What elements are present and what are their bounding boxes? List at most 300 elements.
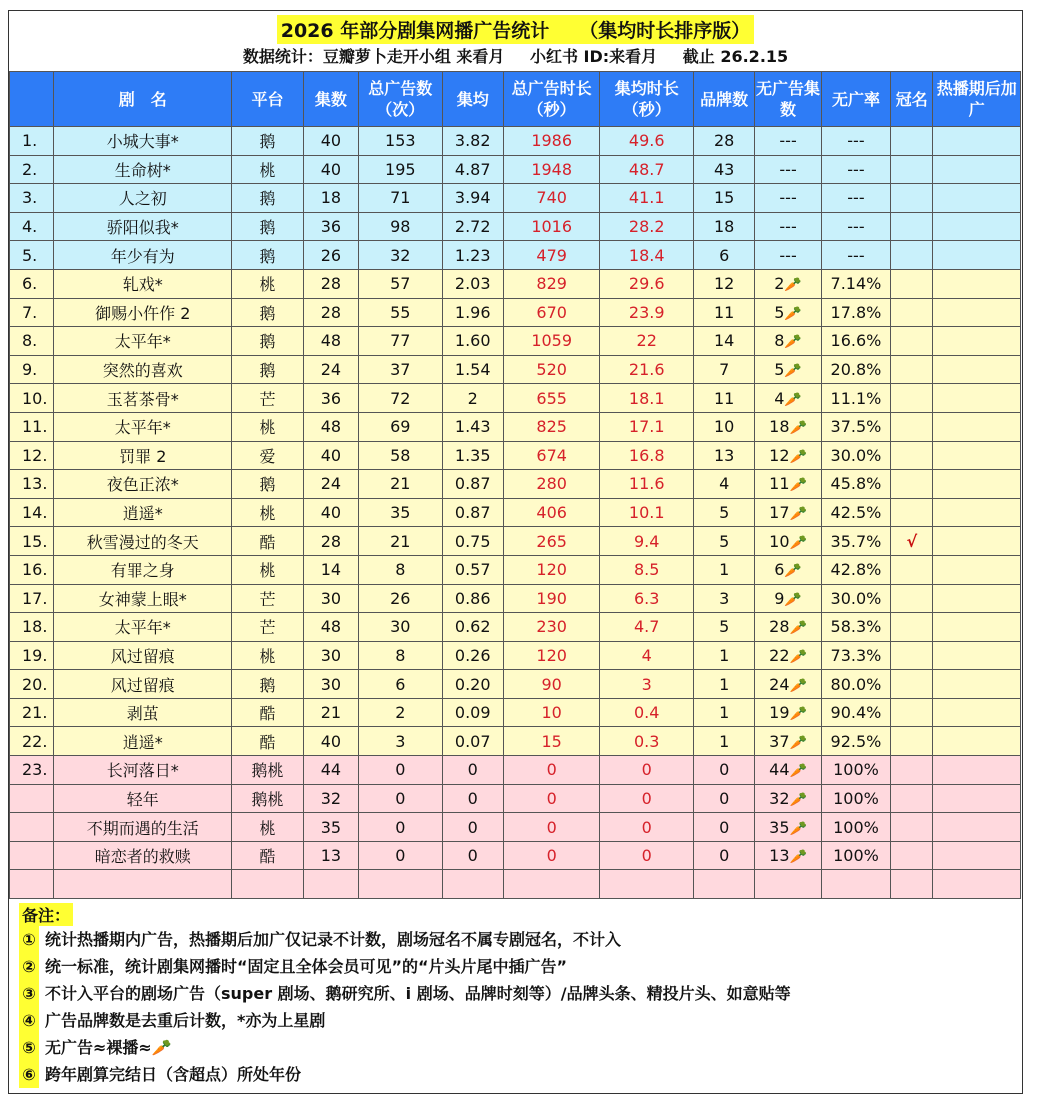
- total-duration-cell: 479: [503, 241, 600, 270]
- no-ad-episodes-cell: [755, 613, 821, 642]
- post-ads-cell: [933, 184, 1021, 213]
- title-sponsor-cell: [891, 298, 933, 327]
- avg-ads-cell: [442, 870, 503, 899]
- row-index-cell: [10, 841, 54, 870]
- total-duration-cell: 740: [503, 184, 600, 213]
- row-index-cell: 22.: [10, 727, 54, 756]
- episodes-cell: 28: [303, 298, 358, 327]
- post-ads-cell: [933, 327, 1021, 356]
- no-ad-episodes-cell: ---: [755, 184, 821, 213]
- avg-ads-cell: 4.87: [442, 155, 503, 184]
- no-ad-episodes-cell: [755, 841, 821, 870]
- title-main: 2026 年部分剧集网播广告统计: [280, 20, 550, 42]
- avg-ads-cell: 3.94: [442, 184, 503, 213]
- sheet-title: [277, 15, 755, 44]
- total-ads-cell: 3: [359, 727, 442, 756]
- carrot-icon: 🥕: [784, 591, 802, 608]
- table-row: [10, 727, 1021, 756]
- title-bar: [9, 11, 1022, 45]
- total-ads-cell: 57: [359, 269, 442, 298]
- brand-count-cell: 7: [694, 355, 755, 384]
- carrot-icon: 🥕: [789, 849, 807, 866]
- table-row: [10, 327, 1021, 356]
- col-post-ads-header: 热播期后加广: [933, 72, 1021, 127]
- avg-ads-cell: 2.03: [442, 269, 503, 298]
- carrot-icon: 🥕: [789, 706, 807, 723]
- platform-cell: 芒: [232, 384, 303, 413]
- note-number: ④: [19, 1007, 39, 1034]
- episodes-cell: 40: [303, 127, 358, 156]
- brand-count-cell: 11: [694, 298, 755, 327]
- no-ad-episodes-cell: [755, 269, 821, 298]
- no-ad-count: 22: [769, 645, 790, 665]
- col-platform-header: 平台: [232, 72, 303, 127]
- avg-ads-cell: 1.54: [442, 355, 503, 384]
- platform-cell: 鹅: [232, 298, 303, 327]
- avg-ads-cell: 2.72: [442, 212, 503, 241]
- no-ad-episodes-cell: [755, 527, 821, 556]
- notes-title: 备注：: [19, 903, 73, 926]
- total-duration-cell: 120: [503, 641, 600, 670]
- brand-count-cell: 5: [694, 498, 755, 527]
- no-ad-count: 6: [774, 560, 785, 580]
- avg-duration-cell: 21.6: [600, 355, 694, 384]
- total-ads-cell: [359, 870, 442, 899]
- platform-cell: 桃: [232, 269, 303, 298]
- drama-name-cell: 太平年*: [54, 613, 232, 642]
- note-number: ②: [19, 953, 39, 980]
- brand-count-cell: 14: [694, 327, 755, 356]
- brand-count-cell: 1: [694, 727, 755, 756]
- total-ads-cell: 6: [359, 670, 442, 699]
- episodes-cell: [303, 870, 358, 899]
- col-episodes-header: 集数: [303, 72, 358, 127]
- row-index-cell: 23.: [10, 756, 54, 785]
- carrot-icon: 🥕: [789, 763, 807, 780]
- total-duration-cell: 655: [503, 384, 600, 413]
- no-ad-episodes-cell: ---: [755, 212, 821, 241]
- total-duration-cell: 90: [503, 670, 600, 699]
- note-item: [19, 1034, 1021, 1061]
- ad-stats-table: [9, 71, 1021, 899]
- avg-duration-cell: 16.8: [600, 441, 694, 470]
- avg-ads-cell: 0.86: [442, 584, 503, 613]
- post-ads-cell: [933, 870, 1021, 899]
- brand-count-cell: 1: [694, 555, 755, 584]
- row-index-cell: 13.: [10, 470, 54, 499]
- drama-name-cell: 女神蒙上眼*: [54, 584, 232, 613]
- row-index-cell: 10.: [10, 384, 54, 413]
- drama-name-cell: 剥茧: [54, 698, 232, 727]
- no-ad-episodes-cell: [755, 698, 821, 727]
- post-ads-cell: [933, 584, 1021, 613]
- row-index-cell: 18.: [10, 613, 54, 642]
- no-ad-rate-cell: 42.8%: [821, 555, 890, 584]
- title-sponsor-cell: [891, 355, 933, 384]
- avg-duration-cell: 0: [600, 784, 694, 813]
- post-ads-cell: [933, 641, 1021, 670]
- no-ad-rate-cell: 92.5%: [821, 727, 890, 756]
- note-item: [19, 1061, 1021, 1088]
- col-brands-header: 品牌数: [694, 72, 755, 127]
- title-sponsor-cell: [891, 613, 933, 642]
- avg-duration-cell: 0.3: [600, 727, 694, 756]
- row-index-cell: 17.: [10, 584, 54, 613]
- notes-list: [19, 926, 1021, 1088]
- no-ad-rate-cell: 58.3%: [821, 613, 890, 642]
- avg-duration-cell: 18.1: [600, 384, 694, 413]
- avg-ads-cell: 1.35: [442, 441, 503, 470]
- col-index-header: [10, 72, 54, 127]
- carrot-icon: 🥕: [784, 334, 802, 351]
- avg-duration-cell: 8.5: [600, 555, 694, 584]
- total-ads-cell: 0: [359, 784, 442, 813]
- no-ad-rate-cell: ---: [821, 184, 890, 213]
- platform-cell: 鹅: [232, 327, 303, 356]
- total-duration-cell: 406: [503, 498, 600, 527]
- total-ads-cell: 77: [359, 327, 442, 356]
- no-ad-rate-cell: 73.3%: [821, 641, 890, 670]
- post-ads-cell: [933, 470, 1021, 499]
- drama-name-cell: 夜色正浓*: [54, 470, 232, 499]
- avg-duration-cell: 28.2: [600, 212, 694, 241]
- avg-ads-cell: 0.62: [442, 613, 503, 642]
- col-title-sponsor-header: 冠名: [891, 72, 933, 127]
- carrot-icon: 🥕: [789, 620, 807, 637]
- platform-cell: 桃: [232, 555, 303, 584]
- no-ad-count: 11: [769, 474, 790, 494]
- no-ad-episodes-cell: [755, 355, 821, 384]
- total-duration-cell: 230: [503, 613, 600, 642]
- col-no-ad-rate-header: 无广率: [821, 72, 890, 127]
- col-no-ad-episodes-header: 无广告集数: [755, 72, 821, 127]
- title-sponsor-cell: [891, 441, 933, 470]
- note-item: [19, 953, 1021, 980]
- no-ad-rate-cell: 42.5%: [821, 498, 890, 527]
- title-sponsor-cell: [891, 698, 933, 727]
- drama-name-cell: 轧戏*: [54, 269, 232, 298]
- episodes-cell: 40: [303, 155, 358, 184]
- table-row: [10, 670, 1021, 699]
- no-ad-rate-cell: 35.7%: [821, 527, 890, 556]
- row-index-cell: 9.: [10, 355, 54, 384]
- note-number: ③: [19, 980, 39, 1007]
- platform-cell: 芒: [232, 584, 303, 613]
- no-ad-episodes-cell: [755, 441, 821, 470]
- total-duration-cell: 280: [503, 470, 600, 499]
- avg-ads-cell: 0.09: [442, 698, 503, 727]
- no-ad-rate-cell: ---: [821, 155, 890, 184]
- avg-duration-cell: 17.1: [600, 412, 694, 441]
- drama-name-cell: [54, 870, 232, 899]
- total-duration-cell: 1059: [503, 327, 600, 356]
- avg-ads-cell: 0: [442, 784, 503, 813]
- total-duration-cell: 15: [503, 727, 600, 756]
- episodes-cell: 13: [303, 841, 358, 870]
- row-index-cell: 19.: [10, 641, 54, 670]
- row-index-cell: 5.: [10, 241, 54, 270]
- drama-name-cell: 逍遥*: [54, 498, 232, 527]
- carrot-icon: 🥕: [789, 648, 807, 665]
- carrot-icon: 🥕: [784, 305, 802, 322]
- note-item: [19, 1007, 1021, 1034]
- post-ads-cell: [933, 670, 1021, 699]
- carrot-icon: 🥕: [784, 563, 802, 580]
- brand-count-cell: 1: [694, 670, 755, 699]
- title-sponsor-cell: [891, 184, 933, 213]
- carrot-icon: 🥕: [784, 391, 802, 408]
- platform-cell: 酷: [232, 841, 303, 870]
- row-index-cell: 1.: [10, 127, 54, 156]
- platform-cell: 鹅: [232, 241, 303, 270]
- row-index-cell: 3.: [10, 184, 54, 213]
- brand-count-cell: 3: [694, 584, 755, 613]
- episodes-cell: 32: [303, 784, 358, 813]
- no-ad-episodes-cell: [755, 727, 821, 756]
- post-ads-cell: [933, 355, 1021, 384]
- title-sponsor-cell: [891, 727, 933, 756]
- table-row: [10, 784, 1021, 813]
- table-row: [10, 155, 1021, 184]
- no-ad-episodes-cell: [755, 784, 821, 813]
- brand-count-cell: 0: [694, 756, 755, 785]
- episodes-cell: 48: [303, 327, 358, 356]
- episodes-cell: 14: [303, 555, 358, 584]
- carrot-icon: 🥕: [784, 363, 802, 380]
- episodes-cell: 21: [303, 698, 358, 727]
- row-index-cell: 21.: [10, 698, 54, 727]
- row-index-cell: 8.: [10, 327, 54, 356]
- total-ads-cell: 55: [359, 298, 442, 327]
- drama-name-cell: 不期而遇的生活: [54, 813, 232, 842]
- avg-duration-cell: 0: [600, 756, 694, 785]
- avg-ads-cell: 1.96: [442, 298, 503, 327]
- avg-ads-cell: 1.23: [442, 241, 503, 270]
- col-total-ads-header: 总广告数（次）: [359, 72, 442, 127]
- post-ads-cell: [933, 127, 1021, 156]
- total-duration-cell: 120: [503, 555, 600, 584]
- platform-cell: 酷: [232, 527, 303, 556]
- total-ads-cell: 8: [359, 641, 442, 670]
- no-ad-episodes-cell: [755, 384, 821, 413]
- total-ads-cell: 69: [359, 412, 442, 441]
- table-row: [10, 527, 1021, 556]
- no-ad-count: 44: [769, 760, 790, 780]
- platform-cell: 鹅: [232, 212, 303, 241]
- table-row: [10, 441, 1021, 470]
- episodes-cell: 24: [303, 355, 358, 384]
- avg-duration-cell: 49.6: [600, 127, 694, 156]
- post-ads-cell: [933, 727, 1021, 756]
- table-row: [10, 641, 1021, 670]
- brand-count-cell: 4: [694, 470, 755, 499]
- episodes-cell: 36: [303, 384, 358, 413]
- episodes-cell: 30: [303, 584, 358, 613]
- no-ad-rate-cell: 45.8%: [821, 470, 890, 499]
- episodes-cell: 40: [303, 441, 358, 470]
- title-sponsor-cell: [891, 327, 933, 356]
- no-ad-episodes-cell: [755, 298, 821, 327]
- row-index-cell: 2.: [10, 155, 54, 184]
- total-ads-cell: 0: [359, 756, 442, 785]
- table-row: [10, 584, 1021, 613]
- no-ad-episodes-cell: ---: [755, 155, 821, 184]
- avg-duration-cell: 4: [600, 641, 694, 670]
- avg-duration-cell: 9.4: [600, 527, 694, 556]
- total-ads-cell: 26: [359, 584, 442, 613]
- table-row: [10, 841, 1021, 870]
- no-ad-rate-cell: 100%: [821, 784, 890, 813]
- title-sponsor-cell: [891, 756, 933, 785]
- episodes-cell: 26: [303, 241, 358, 270]
- table-row: [10, 184, 1021, 213]
- no-ad-episodes-cell: [755, 470, 821, 499]
- avg-ads-cell: 1.60: [442, 327, 503, 356]
- brand-count-cell: 13: [694, 441, 755, 470]
- note-number: ①: [19, 926, 39, 953]
- carrot-icon: 🥕: [789, 791, 807, 808]
- platform-cell: 桃: [232, 155, 303, 184]
- platform-cell: [232, 870, 303, 899]
- avg-ads-cell: 0.26: [442, 641, 503, 670]
- avg-duration-cell: 23.9: [600, 298, 694, 327]
- total-duration-cell: 0: [503, 841, 600, 870]
- no-ad-episodes-cell: [755, 756, 821, 785]
- avg-ads-cell: 0.57: [442, 555, 503, 584]
- avg-ads-cell: 0: [442, 813, 503, 842]
- post-ads-cell: [933, 384, 1021, 413]
- total-ads-cell: 98: [359, 212, 442, 241]
- row-index-cell: 7.: [10, 298, 54, 327]
- carrot-icon: 🥕: [789, 477, 807, 494]
- drama-name-cell: 生命树*: [54, 155, 232, 184]
- no-ad-count: 5: [774, 360, 785, 380]
- no-ad-rate-cell: ---: [821, 127, 890, 156]
- no-ad-episodes-cell: [755, 813, 821, 842]
- total-ads-cell: 37: [359, 355, 442, 384]
- carrot-icon: 🥕: [789, 534, 807, 551]
- no-ad-rate-cell: [821, 870, 890, 899]
- no-ad-rate-cell: 30.0%: [821, 584, 890, 613]
- title-sponsor-cell: √: [891, 527, 933, 556]
- avg-ads-cell: 0.87: [442, 470, 503, 499]
- no-ad-count: 37: [769, 731, 790, 751]
- note-text: 无广告≈裸播≈🥕: [45, 1038, 172, 1057]
- row-index-cell: [10, 784, 54, 813]
- no-ad-episodes-cell: [755, 412, 821, 441]
- table-row: [10, 269, 1021, 298]
- avg-duration-cell: 18.4: [600, 241, 694, 270]
- total-duration-cell: 0: [503, 756, 600, 785]
- drama-name-cell: 秋雪漫过的冬天: [54, 527, 232, 556]
- post-ads-cell: [933, 813, 1021, 842]
- avg-ads-cell: 3.82: [442, 127, 503, 156]
- total-duration-cell: 1016: [503, 212, 600, 241]
- no-ad-count: 9: [774, 588, 785, 608]
- title-sponsor-cell: [891, 641, 933, 670]
- brand-count-cell: 1: [694, 698, 755, 727]
- row-index-cell: 15.: [10, 527, 54, 556]
- no-ad-episodes-cell: [755, 498, 821, 527]
- carrot-icon: 🥕: [789, 820, 807, 837]
- no-ad-rate-cell: 11.1%: [821, 384, 890, 413]
- episodes-cell: 28: [303, 527, 358, 556]
- avg-ads-cell: 0: [442, 756, 503, 785]
- episodes-cell: 35: [303, 813, 358, 842]
- no-ad-count: 5: [774, 302, 785, 322]
- no-ad-rate-cell: 100%: [821, 756, 890, 785]
- platform-cell: 鹅: [232, 670, 303, 699]
- note-text: 不计入平台的剧场广告（super 剧场、鹅研究所、i 剧场、品牌时刻等）/品牌头条、精投片头、如意贴等: [45, 984, 791, 1003]
- no-ad-rate-cell: ---: [821, 212, 890, 241]
- carrot-icon: 🥕: [789, 677, 807, 694]
- total-duration-cell: 0: [503, 784, 600, 813]
- total-duration-cell: 265: [503, 527, 600, 556]
- brand-count-cell: 6: [694, 241, 755, 270]
- carrot-icon: 🥕: [789, 734, 807, 751]
- platform-cell: 鹅: [232, 470, 303, 499]
- title-sponsor-cell: [891, 127, 933, 156]
- total-ads-cell: 32: [359, 241, 442, 270]
- title-tag: （集均时长排序版）: [579, 20, 751, 42]
- no-ad-count: 13: [769, 846, 790, 866]
- row-index-cell: 4.: [10, 212, 54, 241]
- post-ads-cell: [933, 527, 1021, 556]
- drama-name-cell: 御赐小仵作 2: [54, 298, 232, 327]
- no-ad-count: 10: [769, 531, 790, 551]
- note-number: ⑤: [19, 1034, 39, 1061]
- col-name-header: 剧 名: [54, 72, 232, 127]
- no-ad-count: 4: [774, 388, 785, 408]
- avg-ads-cell: 2: [442, 384, 503, 413]
- episodes-cell: 24: [303, 470, 358, 499]
- platform-cell: 桃: [232, 412, 303, 441]
- no-ad-count: 8: [774, 331, 785, 351]
- drama-name-cell: 人之初: [54, 184, 232, 213]
- post-ads-cell: [933, 841, 1021, 870]
- episodes-cell: 40: [303, 498, 358, 527]
- episodes-cell: 30: [303, 641, 358, 670]
- col-total-duration-header: 总广告时长（秒）: [503, 72, 600, 127]
- title-sponsor-cell: [891, 470, 933, 499]
- avg-duration-cell: 48.7: [600, 155, 694, 184]
- no-ad-rate-cell: 80.0%: [821, 670, 890, 699]
- post-ads-cell: [933, 241, 1021, 270]
- platform-cell: 桃: [232, 498, 303, 527]
- no-ad-episodes-cell: [755, 327, 821, 356]
- note-text: 统一标准，统计剧集网播时“固定且全体会员可见”的“片头片尾中插广告”: [45, 957, 568, 976]
- total-ads-cell: 8: [359, 555, 442, 584]
- drama-name-cell: 风过留痕: [54, 641, 232, 670]
- carrot-icon: 🥕: [789, 506, 807, 523]
- total-ads-cell: 30: [359, 613, 442, 642]
- drama-name-cell: 太平年*: [54, 412, 232, 441]
- total-ads-cell: 195: [359, 155, 442, 184]
- subtitle-xhs-id: 小红书 ID:来看月: [529, 47, 658, 66]
- table-row: [10, 298, 1021, 327]
- col-avg-duration-header: 集均时长（秒）: [600, 72, 694, 127]
- avg-duration-cell: 6.3: [600, 584, 694, 613]
- drama-name-cell: 暗恋者的救赎: [54, 841, 232, 870]
- brand-count-cell: 18: [694, 212, 755, 241]
- table-row: [10, 384, 1021, 413]
- total-ads-cell: 21: [359, 527, 442, 556]
- no-ad-count: 18: [769, 417, 790, 437]
- drama-name-cell: 轻年: [54, 784, 232, 813]
- brand-count-cell: 1: [694, 641, 755, 670]
- platform-cell: 酷: [232, 698, 303, 727]
- drama-name-cell: 风过留痕: [54, 670, 232, 699]
